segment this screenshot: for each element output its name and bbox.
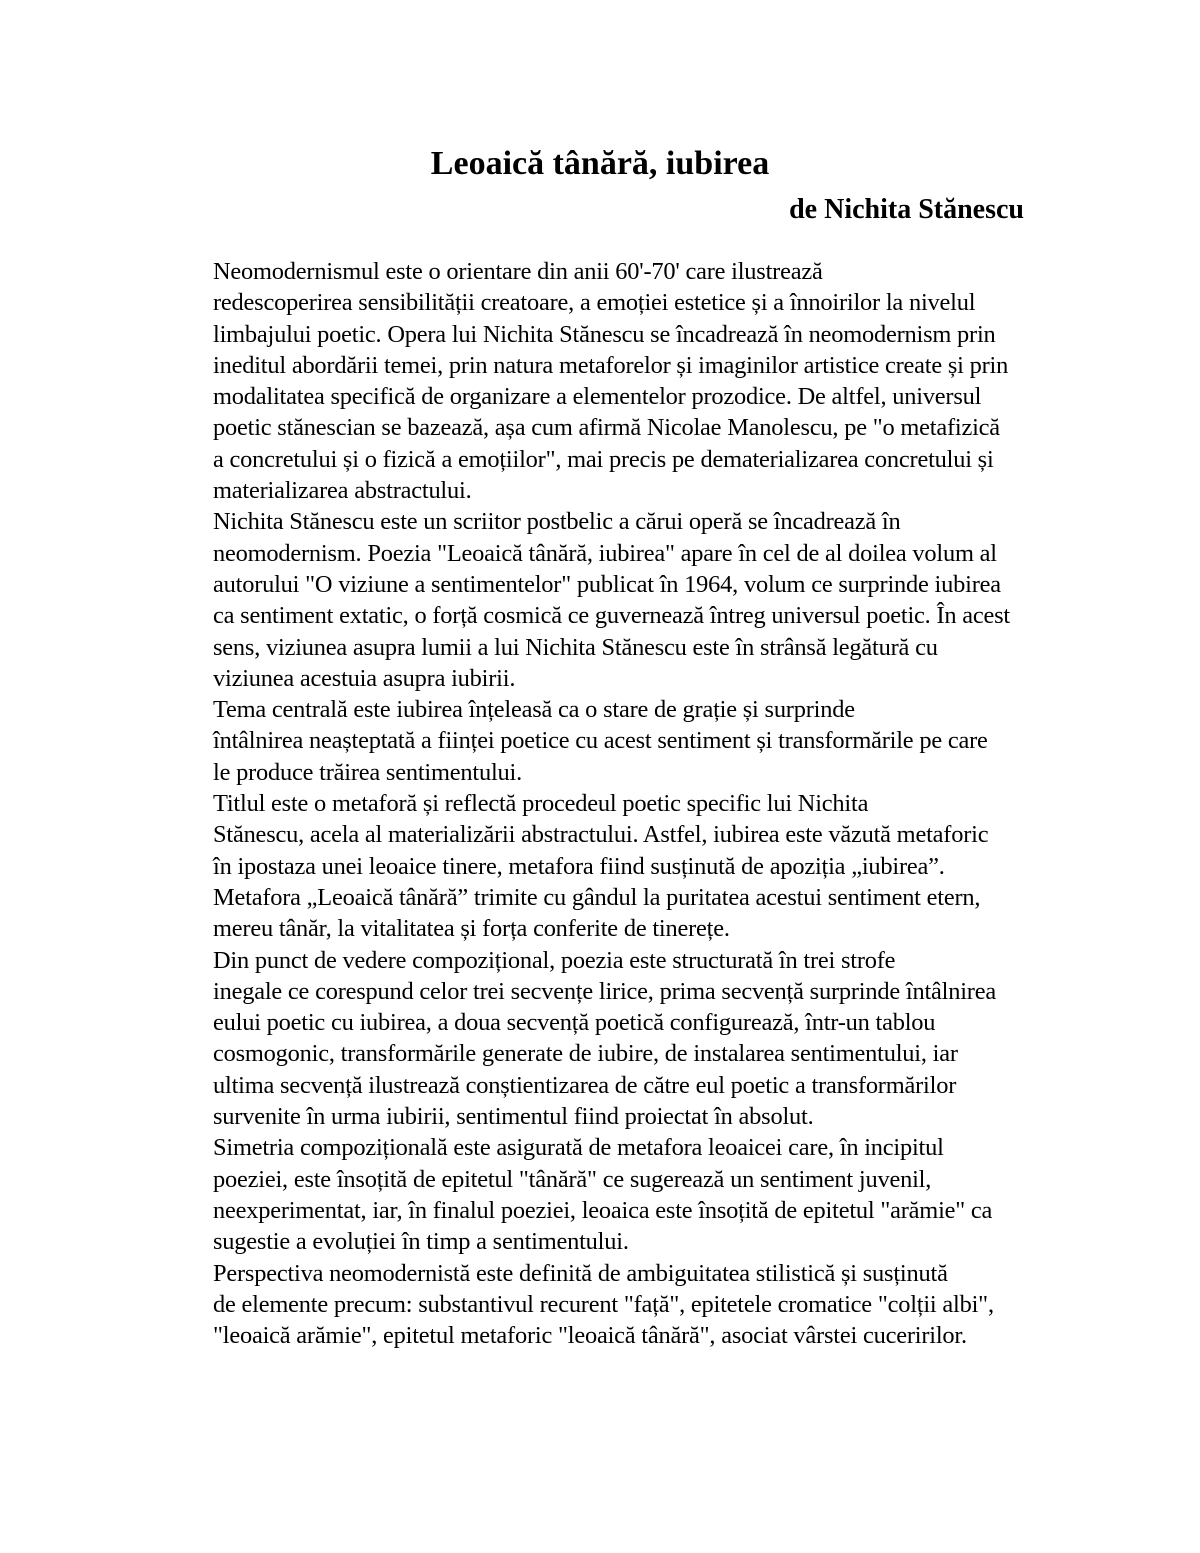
text-line: neomodernism. Poezia "Leoaică tânără, iubirea" apare în cel de al doilea volum al [213,539,997,567]
text-line: ineditul abordării temei, prin natura metaforelor și imaginilor artistice create și prin [213,351,1009,379]
text-line: Neomodernismul este o orientare din anii 60'-70' care ilustrează [213,258,823,285]
text-line: Perspectiva neomodernistă este definită de ambiguitatea stilistică și susținută [213,1259,948,1287]
text-line: Tema centrală este iubirea înțeleasă ca o stare de grație și surprinde [213,696,855,724]
paragraph-4 [141,788,1061,944]
text-line: le produce trăirea sentimentului. [213,758,523,786]
text-line: ca sentiment extatic, o forță cosmică ce guvernează întreg universul poetic. În acest [213,602,1011,630]
document-title: Leoaică tânără, iubirea [430,145,770,182]
text-line: autorului "O viziune a sentimentelor" publicat în 1964, volum ce surprinde iubirea [213,570,1001,598]
paragraph-6 [141,1132,1061,1257]
text-line: de elemente precum: substantivul recurent "față", epitetele cromatice "colții albi", [213,1290,994,1318]
text-line: mereu tânăr, la vitalitatea și forța conferite de tinerețe. [213,915,730,943]
author-byline: de Nichita Stănescu [789,194,1024,225]
text-line: întâlnirea neașteptată a ființei poetice cu acest sentiment și transformările pe care [213,727,988,755]
text-line: Metafora „Leoaică tânără” trimite cu gândul la puritatea acestui sentiment etern, [213,883,981,911]
text-line: neexperimentat, iar, în finalul poeziei, leoaica este însoțită de epitetul "arămie" ca [213,1196,993,1224]
paragraph-5 [141,945,1061,1133]
text-line: sens, viziunea asupra lumii a lui Nichita Stănescu este în strânsă legătură cu [213,633,938,661]
text-line: inegale ce corespund celor trei secvențe lirice, prima secvență surprinde întâlnirea [213,977,996,1005]
text-line: Titlul este o metaforă și reflectă procedeul poetic specific lui Nichita [213,790,869,818]
text-line: Stănescu, acela al materializării abstractului. Astfel, iubirea este văzută metaforic [213,821,989,849]
essay-body [141,256,1061,1351]
paragraph-1 [141,256,1061,506]
text-line: în ipostaza unei leoaice tinere, metafora fiind susținută de apoziția „iubirea”. [213,852,945,880]
paragraph-2 [141,506,1061,694]
text-line: Nichita Stănescu este un scriitor postbelic a cărui operă se încadrează în [213,508,901,536]
text-line: poetic stănescian se bazează, așa cum afirmă Nicolae Manolescu, pe "o metafizică [213,414,1000,442]
text-line: eului poetic cu iubirea, a doua secvență poetică configurează, într-un tablou [213,1009,936,1037]
paragraph-7 [141,1258,1061,1352]
text-line: Simetria compozițională este asigurată de metafora leoaicei care, în incipitul [213,1134,944,1162]
text-line: materializarea abstractului. [213,477,472,505]
text-line: poeziei, este însoțită de epitetul "tânără" ce sugerează un sentiment juvenil, [213,1165,932,1193]
text-line: sugestie a evoluției în timp a sentimentului. [213,1228,629,1256]
text-line: ultima secvență ilustrează conștientizarea de către eul poetic a transformărilor [213,1071,957,1099]
text-line: redescoperirea sensibilității creatoare, a emoției estetice și a înnoirilor la nivelul [213,289,976,317]
text-line: viziunea acestuia asupra iubirii. [213,664,516,692]
text-line: limbajului poetic. Opera lui Nichita Stănescu se încadrează în neomodernism prin [213,320,996,348]
text-line: survenite în urma iubirii, sentimentul fiind proiectat în absolut. [213,1103,814,1131]
text-line: "leoaică arămie", epitetul metaforic "leoaică tânără", asociat vârstei cuceririlor. [213,1322,967,1350]
text-line: a concretului și o fizică a emoțiilor", mai precis pe dematerializarea concretului și [213,445,994,473]
text-line: Din punct de vedere compozițional, poezia este structurată în trei strofe [213,946,896,974]
paragraph-3 [141,694,1061,788]
text-line: modalitatea specifică de organizare a elementelor prozodice. De altfel, universul [213,383,982,411]
text-line: cosmogonic, transformările generate de iubire, de instalarea sentimentului, iar [213,1040,958,1068]
